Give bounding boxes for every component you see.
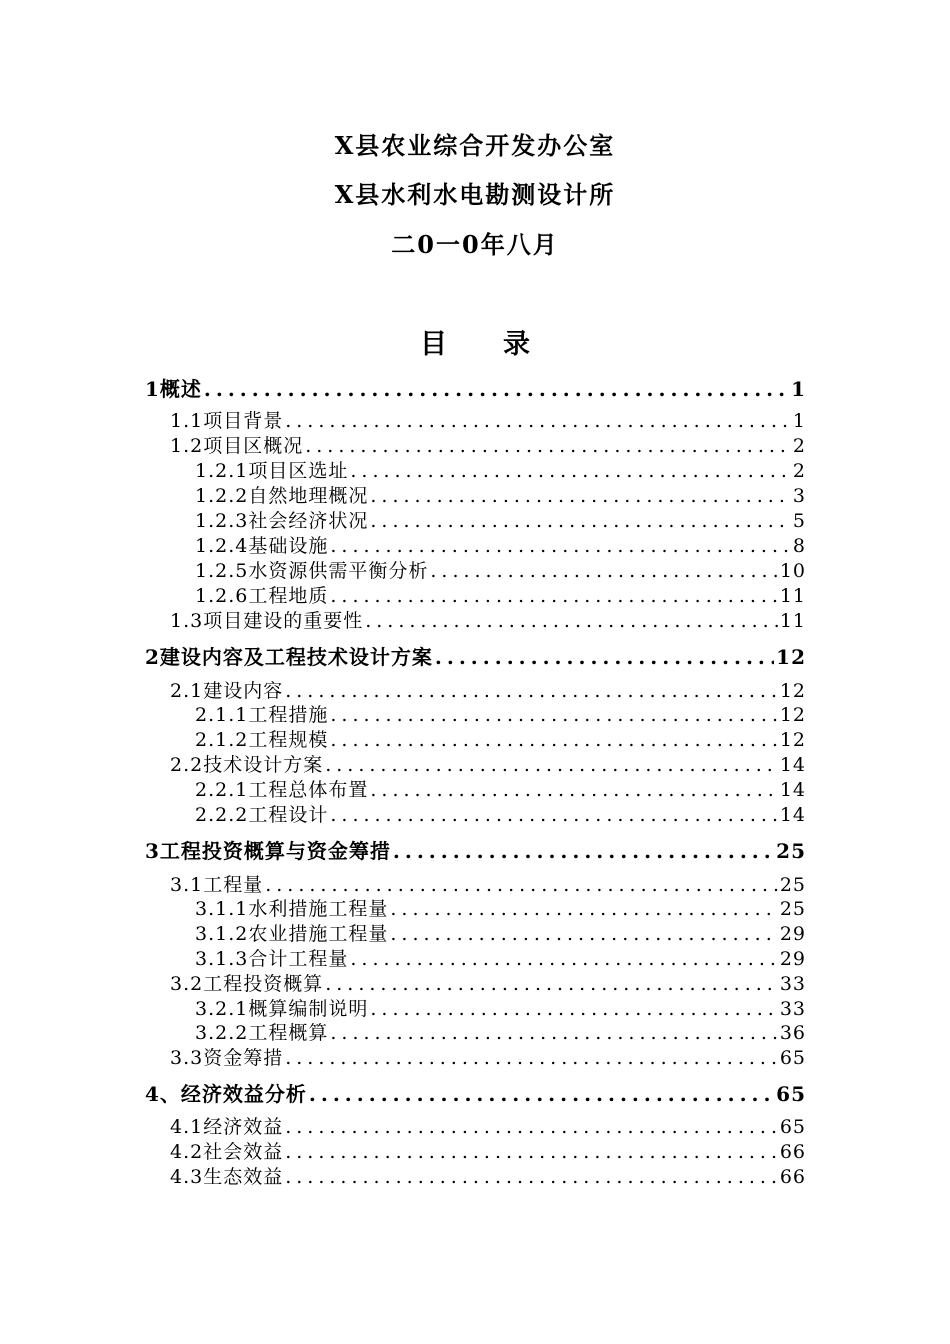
toc-dot-leader (435, 645, 774, 669)
toc-dot-leader (370, 998, 777, 1020)
toc-dot-leader (370, 779, 777, 801)
toc-dot-leader (430, 560, 777, 582)
toc-entry-page: 12 (779, 729, 806, 751)
toc-entry-page: 66 (779, 1141, 806, 1163)
toc-entry-label: 1.1项目背景 (170, 410, 284, 432)
toc-title (0, 322, 950, 361)
toc-entry-label: 2建设内容及工程技术设计方案 (145, 645, 433, 669)
toc-dot-leader (330, 729, 777, 751)
toc-dot-leader (204, 377, 789, 401)
toc-title-char: 目 (420, 329, 447, 360)
toc-entry-page: 8 (792, 535, 806, 557)
toc-entry-label: 3.2.1概算编制说明 (195, 998, 369, 1020)
toc-entry-page: 25 (779, 898, 806, 920)
toc-entry-page: 25 (779, 874, 806, 896)
toc-entry-label: 3.2工程投资概算 (170, 973, 324, 995)
toc-dot-leader (330, 535, 791, 557)
toc-entry[interactable] (195, 775, 806, 801)
toc-entry-page: 5 (792, 510, 806, 532)
toc-entry[interactable] (170, 406, 806, 432)
toc-entry[interactable] (195, 506, 806, 532)
toc-entry[interactable] (195, 556, 806, 582)
toc-entry-page: 3 (792, 485, 806, 507)
toc-entry[interactable] (170, 431, 806, 457)
toc-dot-leader (305, 435, 791, 457)
toc-entry[interactable] (195, 456, 806, 482)
toc-entry-page: 29 (779, 948, 806, 970)
toc-entry[interactable] (195, 581, 806, 607)
toc-entry[interactable] (195, 919, 806, 945)
toc-entry-label: 3.1工程量 (170, 874, 264, 896)
toc-dot-leader (390, 898, 777, 920)
toc-dot-leader (393, 839, 774, 863)
toc-dot-leader (390, 923, 777, 945)
toc-entry[interactable] (170, 1162, 806, 1188)
toc-entry-page: 12 (779, 680, 806, 702)
toc-dot-leader (370, 485, 791, 507)
toc-dot-leader (285, 1141, 778, 1163)
toc-entry[interactable] (195, 531, 806, 557)
header-org-2: X县水利水电勘测设计所 (334, 180, 616, 209)
toc-entry[interactable] (170, 750, 806, 776)
toc-entry[interactable] (195, 725, 806, 751)
toc-title-char: 录 (503, 329, 530, 360)
toc-entry-label: 3工程投资概算与资金筹措 (145, 839, 391, 863)
header-date: 二0一0年八月 (391, 230, 559, 259)
toc-entry-page: 1 (792, 410, 806, 432)
toc-dot-leader (330, 704, 777, 726)
toc-dot-leader (365, 610, 778, 632)
toc-entry-page: 66 (779, 1166, 806, 1188)
toc-entry-label: 2.2.2工程设计 (195, 804, 329, 826)
toc-dot-leader (285, 410, 791, 432)
toc-entry-page: 2 (792, 435, 806, 457)
toc-entry[interactable] (170, 1043, 806, 1069)
toc-entry-label: 1.2.2自然地理概况 (195, 485, 369, 507)
toc-dot-leader (330, 804, 777, 826)
toc-entry-label: 4、经济效益分析 (145, 1082, 307, 1106)
toc-entry[interactable] (195, 1018, 806, 1044)
toc-entry-page: 14 (779, 779, 806, 801)
toc-dot-leader (325, 754, 778, 776)
toc-entry[interactable] (145, 641, 806, 667)
toc-entry-label: 3.1.2农业措施工程量 (195, 923, 389, 945)
toc-entry-page: 12 (779, 704, 806, 726)
toc-entry-label: 2.1建设内容 (170, 680, 284, 702)
toc-entry-label: 4.2社会效益 (170, 1141, 284, 1163)
toc-entry-label: 1概述 (145, 377, 202, 401)
toc-entry-label: 1.2项目区概况 (170, 435, 304, 457)
toc-entry-label: 1.2.5水资源供需平衡分析 (195, 560, 429, 582)
toc-dot-leader (285, 1047, 778, 1069)
toc-dot-leader (265, 874, 778, 896)
toc-dot-leader (370, 510, 791, 532)
header-org-1: X县农业综合开发办公室 (334, 131, 616, 160)
toc-entry[interactable] (170, 606, 806, 632)
toc-entry[interactable] (195, 800, 806, 826)
toc-entry-page: 2 (792, 460, 806, 482)
toc-entry-page: 33 (779, 973, 806, 995)
toc-entry-label: 1.2.6工程地质 (195, 585, 329, 607)
toc-entry-page: 25 (776, 839, 806, 863)
toc-entry[interactable] (195, 700, 806, 726)
toc-entry[interactable] (145, 835, 806, 861)
toc-entry-label: 1.2.1项目区选址 (195, 460, 349, 482)
toc-entry-page: 65 (779, 1116, 806, 1138)
toc-entry-label: 1.2.3社会经济状况 (195, 510, 369, 532)
toc-entry[interactable] (170, 676, 806, 702)
toc-dot-leader (330, 585, 777, 607)
toc-dot-leader (350, 948, 777, 970)
toc-dot-leader (285, 1166, 778, 1188)
toc-entry-label: 2.2.1工程总体布置 (195, 779, 369, 801)
toc-entry-page: 11 (779, 585, 806, 607)
toc-entry[interactable] (145, 1078, 806, 1104)
toc-entry[interactable] (170, 870, 806, 896)
toc-entry-label: 3.3资金筹措 (170, 1047, 284, 1069)
toc-entry-page: 12 (776, 645, 806, 669)
toc-entry-page: 14 (779, 754, 806, 776)
toc-entry-label: 3.1.3合计工程量 (195, 948, 349, 970)
toc-entry-page: 33 (779, 998, 806, 1020)
toc-entry-page: 11 (779, 610, 806, 632)
toc-dot-leader (330, 1022, 777, 1044)
toc-entry[interactable] (195, 894, 806, 920)
toc-entry-label: 3.2.2工程概算 (195, 1022, 329, 1044)
toc-entry-label: 1.3项目建设的重要性 (170, 610, 364, 632)
toc-entry-page: 36 (779, 1022, 806, 1044)
toc-dot-leader (350, 460, 791, 482)
toc-dot-leader (285, 680, 778, 702)
toc-entry-page: 14 (779, 804, 806, 826)
toc-entry-page: 65 (779, 1047, 806, 1069)
toc-entry[interactable] (145, 373, 806, 399)
toc-entry[interactable] (195, 994, 806, 1020)
toc-entry-page: 1 (791, 377, 806, 401)
toc-entry-page: 65 (776, 1082, 806, 1106)
toc-entry[interactable] (195, 944, 806, 970)
toc-entry-label: 4.1经济效益 (170, 1116, 284, 1138)
toc-entry[interactable] (170, 1137, 806, 1163)
toc-entry-label: 1.2.4基础设施 (195, 535, 329, 557)
toc-entry-label: 2.1.2工程规模 (195, 729, 329, 751)
toc-dot-leader (309, 1082, 774, 1106)
toc-entry-label: 3.1.1水利措施工程量 (195, 898, 389, 920)
toc-dot-leader (325, 973, 778, 995)
toc-entry-label: 2.2技术设计方案 (170, 754, 324, 776)
toc-entry[interactable] (170, 1112, 806, 1138)
toc-entry[interactable] (170, 969, 806, 995)
toc-entry-label: 4.3生态效益 (170, 1166, 284, 1188)
toc-entry-page: 10 (779, 560, 806, 582)
toc-entry-page: 29 (779, 923, 806, 945)
toc-dot-leader (285, 1116, 778, 1138)
toc-entry[interactable] (195, 481, 806, 507)
toc-entry-label: 2.1.1工程措施 (195, 704, 329, 726)
